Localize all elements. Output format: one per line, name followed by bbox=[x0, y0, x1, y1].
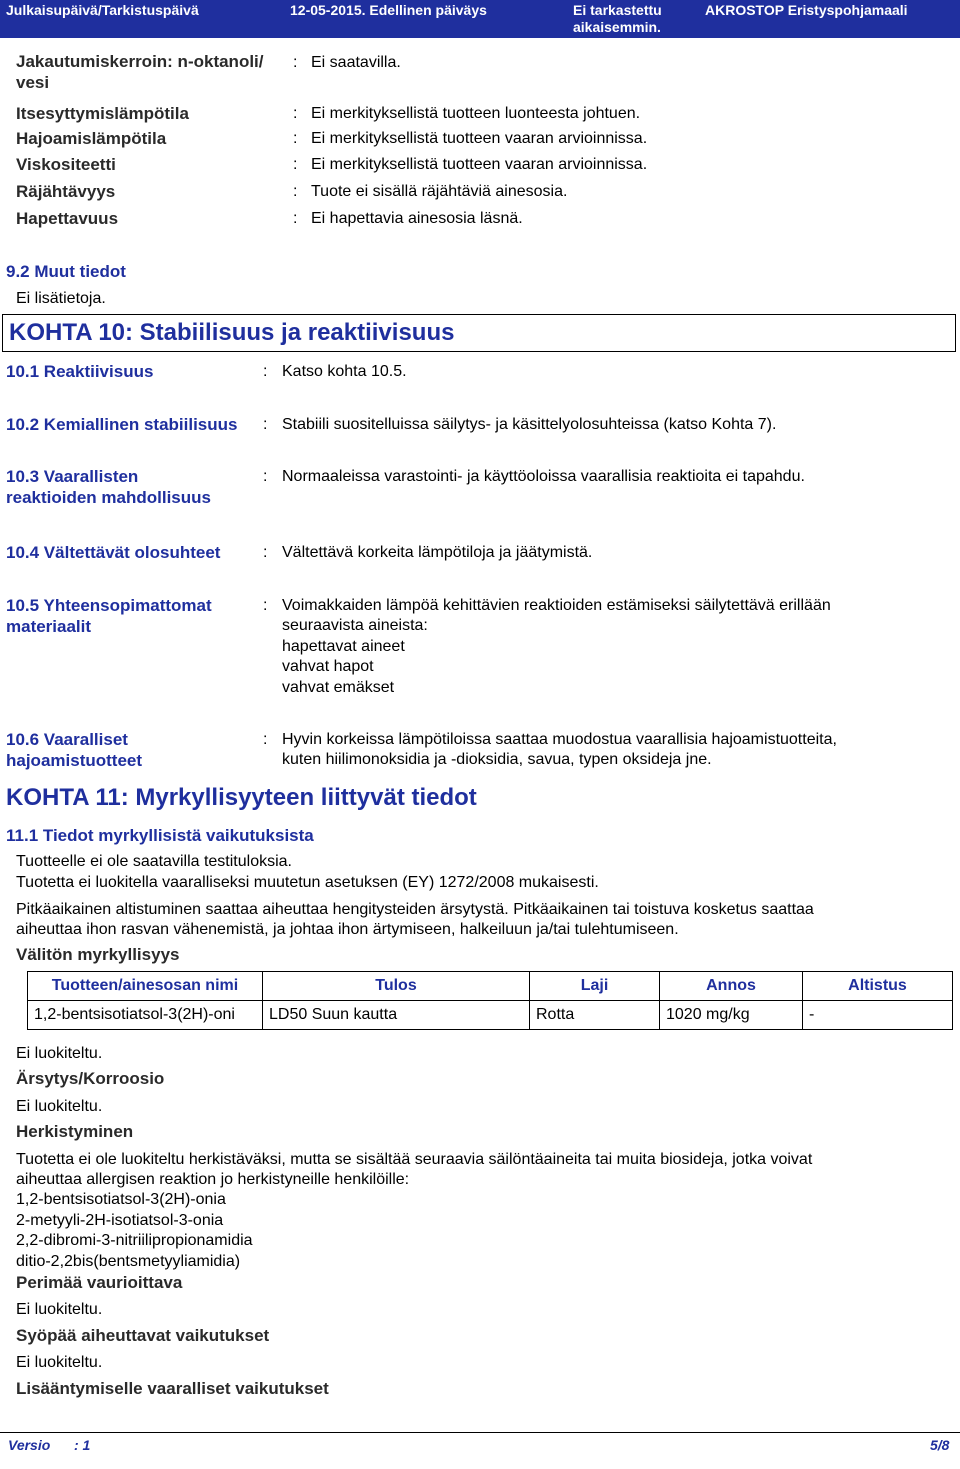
prop-value-explosive: Tuote ei sisällä räjähtäviä ainesosia. bbox=[311, 183, 568, 200]
hazardous-reactions-colon: : bbox=[263, 468, 268, 485]
prop-label-autoignition: Itsesyttymislämpötila bbox=[16, 104, 189, 123]
stability-colon: : bbox=[263, 416, 268, 433]
incompatible-label-2: materiaalit bbox=[6, 617, 92, 636]
sensitization-line: 2,2-dibromi-3-nitriilipropionamidia bbox=[16, 1232, 253, 1249]
section-10-title: KOHTA 10: Stabiilisuus ja reaktiivisuus bbox=[9, 319, 455, 346]
acute-toxicity-table bbox=[27, 971, 953, 1030]
unchecked-note-line1: Ei tarkastettu bbox=[573, 2, 662, 18]
table-cell: LD50 Suun kautta bbox=[263, 1001, 530, 1030]
not-classified-text: Ei luokiteltu. bbox=[16, 1301, 103, 1318]
table-header-row bbox=[28, 972, 953, 1001]
prop-colon: : bbox=[293, 210, 298, 227]
prop-label-decomposition: Hajoamislämpötila bbox=[16, 129, 167, 148]
prop-label-partition-2: vesi bbox=[16, 73, 50, 92]
revision-date-label: Julkaisupäivä/Tarkistuspäivä bbox=[6, 2, 199, 18]
prop-colon: : bbox=[293, 183, 298, 200]
product-name: AKROSTOP Eristyspohjamaali bbox=[705, 2, 908, 18]
table-cell: 1020 mg/kg bbox=[660, 1001, 803, 1030]
sensitization-heading: Herkistyminen bbox=[16, 1122, 134, 1141]
reproductive-toxicity-heading: Lisääntymiselle vaaralliset vaikutukset bbox=[16, 1379, 329, 1398]
mutagenicity-heading: Perimää vaurioittava bbox=[16, 1273, 183, 1292]
acute-toxicity-heading: Välitön myrkyllisyys bbox=[16, 945, 180, 964]
subsection-9-2-text: Ei lisätietoja. bbox=[16, 290, 106, 307]
reactivity-label: 10.1 Reaktiivisuus bbox=[6, 362, 154, 381]
subsection-11-1-title: 11.1 Tiedot myrkyllisistä vaikutuksista bbox=[6, 826, 314, 845]
column-header: Laji bbox=[530, 972, 660, 1001]
sensitization-line: Tuotetta ei ole luokiteltu herkistäväksi, mutta se sisältää seuraavia säilöntäaineita tai muita biosideja, jotka voivat bbox=[16, 1151, 813, 1168]
hazardous-reactions-label: 10.3 Vaarallisten bbox=[6, 467, 139, 486]
incompatible-label: 10.5 Yhteensopimattomat bbox=[6, 596, 212, 615]
prop-colon: : bbox=[293, 54, 298, 71]
section-10-header bbox=[2, 314, 956, 352]
prop-colon: : bbox=[293, 156, 298, 173]
incompatible-line: vahvat hapot bbox=[282, 658, 374, 675]
column-header: Tuotteen/ainesosan nimi bbox=[28, 972, 263, 1001]
classification-text: Tuotetta ei luokitella vaaralliseksi muutetun asetuksen (EY) 1272/2008 mukaisesti. bbox=[16, 874, 599, 891]
prop-colon: : bbox=[293, 130, 298, 147]
prop-label-viscosity: Viskositeetti bbox=[16, 155, 116, 174]
prop-colon: : bbox=[293, 105, 298, 122]
table-cell: Rotta bbox=[530, 1001, 660, 1030]
not-classified-text: Ei luokiteltu. bbox=[16, 1098, 103, 1115]
exposure-text-line1: Pitkäaikainen altistuminen saattaa aiheuttaa hengitysteiden ärsytystä. Pitkäaikainen tai toistuva kosketus saattaa bbox=[16, 901, 814, 918]
table-cell: - bbox=[803, 1001, 953, 1030]
column-header: Annos bbox=[660, 972, 803, 1001]
no-test-results-text: Tuotteelle ei ole saatavilla testituloksia. bbox=[16, 853, 292, 870]
sensitization-line: ditio-2,2bis(bentsmetyyliamidia) bbox=[16, 1253, 241, 1270]
sensitization-line: aiheuttaa allergisen reaktion jo herkistyneille henkilöille: bbox=[16, 1171, 410, 1188]
prop-value-decomposition: Ei merkityksellistä tuotteen vaaran arvioinnissa. bbox=[311, 130, 648, 147]
prop-label-partition: Jakautumiskerroin: n-oktanoli/ bbox=[16, 52, 264, 71]
subsection-9-2-title: 9.2 Muut tiedot bbox=[6, 262, 126, 281]
not-classified-text: Ei luokiteltu. bbox=[16, 1354, 103, 1371]
section-11-title: KOHTA 11: Myrkyllisyyteen liittyvät tiedot bbox=[6, 784, 477, 811]
conditions-avoid-value: Vältettävä korkeita lämpötiloja ja jäätymistä. bbox=[282, 544, 593, 561]
stability-label: 10.2 Kemiallinen stabiilisuus bbox=[6, 415, 238, 434]
table-cell: 1,2-bentsisotiatsol-3(2H)-oni bbox=[28, 1001, 263, 1030]
prop-value-partition: Ei saatavilla. bbox=[311, 54, 401, 71]
incompatible-line: Voimakkaiden lämpöä kehittävien reaktioiden estämiseksi säilytettävä erillään bbox=[282, 597, 831, 614]
hazardous-reactions-value: Normaaleissa varastointi- ja käyttöoloissa vaarallisia reaktioita ei tapahdu. bbox=[282, 468, 805, 485]
incompatible-line: hapettavat aineet bbox=[282, 638, 405, 655]
incompatible-line: vahvat emäkset bbox=[282, 679, 395, 696]
irritation-heading: Ärsytys/Korroosio bbox=[16, 1069, 165, 1088]
decomposition-products-colon: : bbox=[263, 731, 268, 748]
prop-value-autoignition: Ei merkityksellistä tuotteen luonteesta johtuen. bbox=[311, 105, 641, 122]
version-label: Versio bbox=[8, 1437, 51, 1453]
page-number: 5/8 bbox=[930, 1437, 950, 1453]
prop-label-oxidizing: Hapettavuus bbox=[16, 209, 119, 228]
revision-date-value: 12-05-2015. Edellinen päiväys bbox=[290, 2, 487, 18]
incompatible-colon: : bbox=[263, 597, 268, 614]
decomposition-products-line: kuten hiilimonoksidia ja -dioksidia, savua, typen oksideja jne. bbox=[282, 751, 712, 768]
decomposition-products-label: 10.6 Vaaralliset bbox=[6, 730, 128, 749]
exposure-text-line2: aiheuttaa ihon rasvan vähenemistä, ja johtaa ihon ärtymiseen, halkeiluun ja/tai tulehtumiseen. bbox=[16, 921, 679, 938]
incompatible-line: seuraavista aineista: bbox=[282, 617, 428, 634]
sensitization-line: 2-metyyli-2H-isotiatsol-3-onia bbox=[16, 1212, 224, 1229]
stability-value: Stabiili suositelluissa säilytys- ja käsittelyolosuhteissa (katso Kohta 7). bbox=[282, 416, 777, 433]
conditions-avoid-label: 10.4 Vältettävät olosuhteet bbox=[6, 543, 221, 562]
reactivity-colon: : bbox=[263, 363, 268, 380]
reactivity-value: Katso kohta 10.5. bbox=[282, 363, 407, 380]
not-classified-text: Ei luokiteltu. bbox=[16, 1045, 103, 1062]
prop-value-oxidizing: Ei hapettavia ainesosia läsnä. bbox=[311, 210, 523, 227]
decomposition-products-label-2: hajoamistuotteet bbox=[6, 751, 143, 770]
document-header bbox=[0, 0, 960, 38]
footer-divider bbox=[0, 1432, 960, 1433]
decomposition-products-line: Hyvin korkeissa lämpötiloissa saattaa muodostua vaarallisia hajoamistuotteita, bbox=[282, 731, 837, 748]
column-header: Tulos bbox=[263, 972, 530, 1001]
carcinogenicity-heading: Syöpää aiheuttavat vaikutukset bbox=[16, 1326, 270, 1345]
conditions-avoid-colon: : bbox=[263, 544, 268, 561]
unchecked-note-line2: aikaisemmin. bbox=[573, 19, 661, 35]
column-header: Altistus bbox=[803, 972, 953, 1001]
table-row bbox=[28, 1001, 953, 1030]
hazardous-reactions-label-2: reaktioiden mahdollisuus bbox=[6, 488, 211, 507]
sensitization-line: 1,2-bentsisotiatsol-3(2H)-onia bbox=[16, 1191, 226, 1208]
version-value: : 1 bbox=[74, 1437, 91, 1453]
prop-value-viscosity: Ei merkityksellistä tuotteen vaaran arvioinnissa. bbox=[311, 156, 648, 173]
prop-label-explosive: Räjähtävyys bbox=[16, 182, 116, 201]
